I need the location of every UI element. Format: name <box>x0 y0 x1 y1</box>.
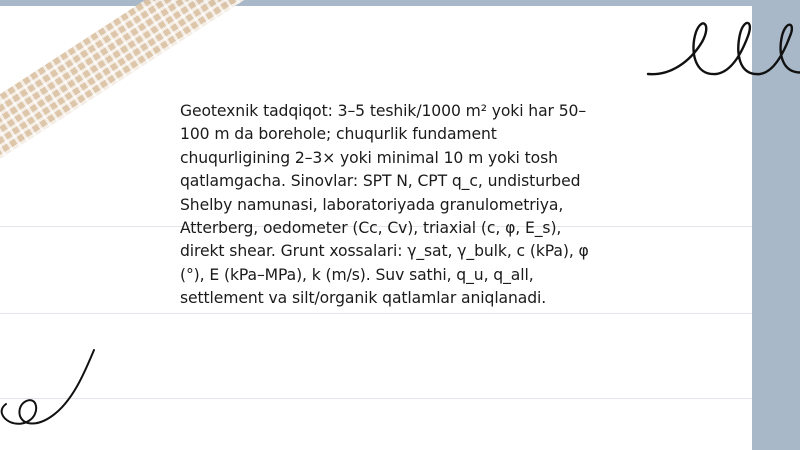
loop-scribble-bottom-left <box>0 346 110 436</box>
loop-scribble-top-right <box>640 12 800 92</box>
note-text: Geotexnik tadqiqot: 3–5 teshik/1000 m² yoki har 50–100 m da borehole; chuqurlik fundament chuqurligining 2–3× yoki minimal 10 m yoki tosh qatlamgacha. Sinovlar: SPT N, CPT q_c, undisturbed Shelby namunasi, laboratoriyada granulometriya, Atterberg, oedometer (Cc, Cv), triaxial (c, φ, E_s), direkt shear. Grunt xossalari: γ_sat, γ_bulk, c (kPa), φ (°), E (kPa–MPa), k (m/s). Suv sathi, q_u, q_all, settlement va silt/organik qatlamlar aniqlanadi. <box>180 102 589 308</box>
ruled-line <box>0 398 752 399</box>
ruled-line <box>0 313 752 314</box>
